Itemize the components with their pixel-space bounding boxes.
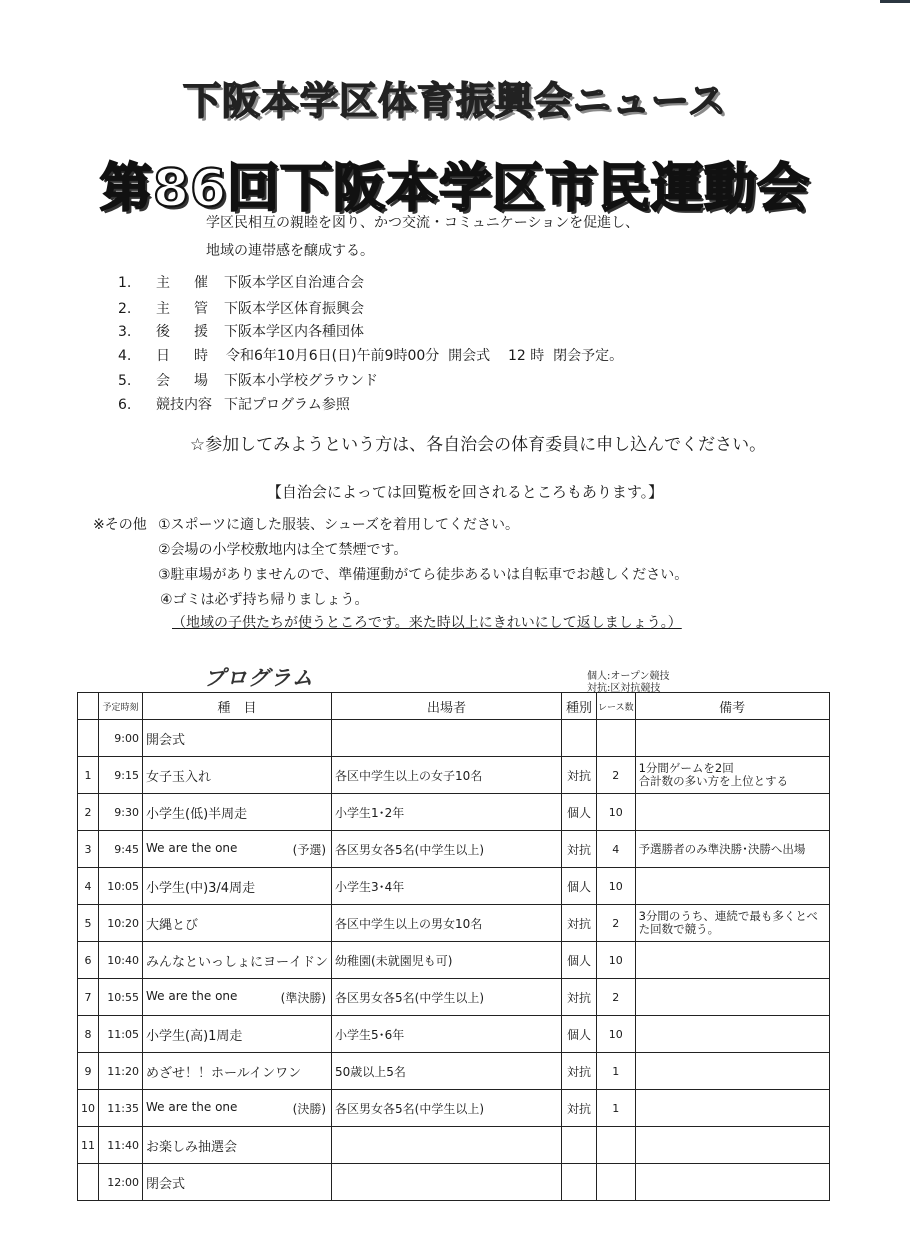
header-no xyxy=(78,693,99,720)
table-row xyxy=(78,979,830,1016)
row-event-name: We are the one xyxy=(146,988,238,1003)
row-participants: 小学生1･2年 xyxy=(332,794,562,831)
info-management xyxy=(118,298,364,318)
row-event-name: 女子玉入れ xyxy=(146,769,212,785)
row-participants: 各区男女各5名(中学生以上) xyxy=(332,831,562,868)
row-no: 2 xyxy=(78,794,99,831)
header-time: 予定時刻 xyxy=(99,693,143,720)
row-event-stage: (予選) xyxy=(292,842,327,857)
table-row xyxy=(78,905,830,942)
row-no xyxy=(78,720,99,757)
row-participants xyxy=(332,1164,562,1201)
info-key: 管 xyxy=(194,301,208,317)
row-event xyxy=(143,905,332,942)
row-participants: 各区男女各5名(中学生以上) xyxy=(332,1090,562,1127)
row-event-stage: (決勝) xyxy=(292,1101,327,1116)
row-time: 10:55 xyxy=(99,979,143,1016)
row-type: 個人 xyxy=(562,942,597,979)
info-key: 主 xyxy=(156,275,170,291)
row-event-name: みんなといっしょにヨーイドン xyxy=(146,954,329,970)
table-row xyxy=(78,1164,830,1201)
row-races: 4 xyxy=(597,831,636,868)
other-item-2: ②会場の小学校敷地内は全て禁煙です。 xyxy=(158,542,408,558)
info-num: 1. xyxy=(118,275,132,291)
row-time: 12:00 xyxy=(99,1164,143,1201)
row-time: 10:20 xyxy=(99,905,143,942)
info-value: 下阪本学区体育振興会 xyxy=(224,301,364,317)
info-key: 主 xyxy=(156,301,170,317)
info-num: 3. xyxy=(118,324,132,340)
row-no: 3 xyxy=(78,831,99,868)
row-notes xyxy=(635,794,829,831)
info-organizer xyxy=(118,272,364,292)
row-event xyxy=(143,868,332,905)
row-races xyxy=(597,1164,636,1201)
program-table xyxy=(77,692,830,1201)
info-venue xyxy=(118,370,378,390)
scan-corner-mark xyxy=(880,0,910,3)
row-no: 9 xyxy=(78,1053,99,1090)
info-key: 日 xyxy=(156,348,170,364)
row-event-name: 小学生(中)3/4周走 xyxy=(146,880,256,896)
row-participants: 各区中学生以上の男女10名 xyxy=(332,905,562,942)
row-event xyxy=(143,942,332,979)
row-type: 対抗 xyxy=(562,1053,597,1090)
row-time: 10:05 xyxy=(99,868,143,905)
row-event-name: お楽しみ抽選会 xyxy=(146,1139,238,1155)
row-type: 対抗 xyxy=(562,1090,597,1127)
row-races xyxy=(597,720,636,757)
purpose-line-2: 地域の連帯感を醸成する。 xyxy=(206,243,374,259)
row-participants xyxy=(332,720,562,757)
program-title: プログラム xyxy=(204,665,314,690)
row-participants xyxy=(332,1127,562,1164)
row-time: 11:05 xyxy=(99,1016,143,1053)
info-value: 下阪本学区内各種団体 xyxy=(224,324,364,340)
row-notes xyxy=(635,905,829,942)
info-num: 4. xyxy=(118,348,132,364)
row-event xyxy=(143,720,332,757)
row-type: 対抗 xyxy=(562,905,597,942)
row-notes xyxy=(635,868,829,905)
row-races: 10 xyxy=(597,868,636,905)
row-event-name: めざせ！！ホールインワン xyxy=(146,1065,302,1081)
row-notes xyxy=(635,1016,829,1053)
row-races: 2 xyxy=(597,905,636,942)
info-num: 2. xyxy=(118,301,132,317)
row-notes xyxy=(635,1127,829,1164)
info-key: 競技内容 xyxy=(156,397,212,413)
row-type: 個人 xyxy=(562,794,597,831)
row-participants: 小学生3･4年 xyxy=(332,868,562,905)
info-key: 時 xyxy=(194,348,208,364)
row-time: 10:40 xyxy=(99,942,143,979)
purpose-line-1: 学区民相互の親睦を図り、かつ交流・コミュニケーションを促進し、 xyxy=(206,215,640,231)
row-notes xyxy=(635,1090,829,1127)
circular-note: 【自治会によっては回覧板を回されるところもあります。】 xyxy=(266,483,664,501)
info-value: 令和6年10月6日(日)午前9時00分 開会式 12 時 閉会予定。 xyxy=(226,348,624,364)
row-participants: 50歳以上5名 xyxy=(332,1053,562,1090)
header-type: 種別 xyxy=(562,693,597,720)
info-value: 下阪本小学校グラウンド xyxy=(224,373,378,389)
info-support xyxy=(118,321,364,341)
row-no: 10 xyxy=(78,1090,99,1127)
row-type: 対抗 xyxy=(562,757,597,794)
row-notes-text: 3分間のうち、連続で最も多くとべた回数で競う。 xyxy=(638,909,818,936)
row-notes xyxy=(635,720,829,757)
news-title: 下阪本学区体育振興会ニュース xyxy=(182,79,728,123)
table-row xyxy=(78,1016,830,1053)
row-event-name: 閉会式 xyxy=(146,1176,186,1192)
row-event-name: We are the one xyxy=(146,840,238,855)
info-events xyxy=(118,394,350,414)
table-row xyxy=(78,942,830,979)
row-no: 8 xyxy=(78,1016,99,1053)
other-item-4: ④ゴミは必ず持ち帰りましょう。 xyxy=(160,592,369,608)
info-datetime xyxy=(118,345,623,365)
table-row xyxy=(78,757,830,794)
row-event-stage: (準決勝) xyxy=(280,990,327,1005)
row-type: 個人 xyxy=(562,868,597,905)
row-no: 5 xyxy=(78,905,99,942)
table-row xyxy=(78,868,830,905)
row-notes xyxy=(635,979,829,1016)
main-title: 第86回下阪本学区市民運動会 xyxy=(99,159,811,219)
table-row xyxy=(78,831,830,868)
row-races: 10 xyxy=(597,942,636,979)
info-key: 会 xyxy=(156,373,170,389)
info-key: 催 xyxy=(194,275,208,291)
row-races: 1 xyxy=(597,1090,636,1127)
row-races: 10 xyxy=(597,794,636,831)
row-notes xyxy=(635,942,829,979)
row-event xyxy=(143,1164,332,1201)
row-participants: 幼稚園(未就園児も可) xyxy=(332,942,562,979)
row-type xyxy=(562,1164,597,1201)
row-time: 11:35 xyxy=(99,1090,143,1127)
other-footnote: （地域の子供たちが使うところです。来た時以上にきれいにして返しましょう。） xyxy=(172,615,682,631)
row-event-name: We are the one xyxy=(146,1099,238,1114)
row-time: 9:30 xyxy=(99,794,143,831)
info-num: 6. xyxy=(118,397,132,413)
row-notes xyxy=(635,1053,829,1090)
call-to-join: ☆参加してみようという方は、各自治会の体育委員に申し込んでください。 xyxy=(189,435,767,455)
header-participants: 出場者 xyxy=(332,693,562,720)
row-type xyxy=(562,1127,597,1164)
row-races: 2 xyxy=(597,979,636,1016)
table-row xyxy=(78,1090,830,1127)
row-no: 7 xyxy=(78,979,99,1016)
row-type: 個人 xyxy=(562,1016,597,1053)
info-num: 5. xyxy=(118,373,132,389)
row-notes xyxy=(635,757,829,794)
other-item-1: ①スポーツに適した服装、シューズを着用してください。 xyxy=(158,517,520,533)
row-participants: 小学生5･6年 xyxy=(332,1016,562,1053)
row-notes xyxy=(635,831,829,868)
row-no xyxy=(78,1164,99,1201)
row-event-name: 小学生(高)1周走 xyxy=(146,1028,243,1044)
row-time: 11:20 xyxy=(99,1053,143,1090)
info-key: 援 xyxy=(194,324,208,340)
header-notes: 備考 xyxy=(635,693,829,720)
row-time: 9:00 xyxy=(99,720,143,757)
row-event xyxy=(143,794,332,831)
row-event xyxy=(143,979,332,1016)
row-event xyxy=(143,1053,332,1090)
table-row xyxy=(78,794,830,831)
row-races: 10 xyxy=(597,1016,636,1053)
row-type: 対抗 xyxy=(562,979,597,1016)
row-no: 6 xyxy=(78,942,99,979)
row-time: 9:45 xyxy=(99,831,143,868)
row-type: 対抗 xyxy=(562,831,597,868)
table-row xyxy=(78,1127,830,1164)
row-participants: 各区中学生以上の女子10名 xyxy=(332,757,562,794)
other-label: ※その他 xyxy=(93,517,147,533)
row-notes xyxy=(635,1164,829,1201)
header-races: レース数 xyxy=(597,693,636,720)
row-event xyxy=(143,1090,332,1127)
row-type xyxy=(562,720,597,757)
info-key: 場 xyxy=(194,373,208,389)
other-item-3: ③駐車場がありませんので、準備運動がてら徒歩あるいは自転車でお越しください。 xyxy=(158,567,689,583)
row-event xyxy=(143,1127,332,1164)
row-event-name: 小学生(低)半周走 xyxy=(146,806,248,822)
table-row xyxy=(78,1053,830,1090)
info-key: 後 xyxy=(156,324,170,340)
row-races xyxy=(597,1127,636,1164)
row-time: 11:40 xyxy=(99,1127,143,1164)
row-races: 2 xyxy=(597,757,636,794)
info-value: 下阪本学区自治連合会 xyxy=(224,275,364,291)
row-event xyxy=(143,1016,332,1053)
info-value: 下記プログラム参照 xyxy=(224,397,350,413)
legend-team: 対抗:区対抗競技 xyxy=(587,683,661,694)
row-event-name: 開会式 xyxy=(146,732,186,748)
row-notes-text: 1分間ゲームを2回 合計数の多い方を上位とする xyxy=(638,761,789,788)
row-event-name: 大縄とび xyxy=(146,917,199,933)
table-row xyxy=(78,720,830,757)
header-event: 種 目 xyxy=(143,693,332,720)
row-races: 1 xyxy=(597,1053,636,1090)
row-no: 11 xyxy=(78,1127,99,1164)
table-header-row xyxy=(78,693,830,720)
row-time: 9:15 xyxy=(99,757,143,794)
row-participants: 各区男女各5名(中学生以上) xyxy=(332,979,562,1016)
legend-individual: 個人:オープン競技 xyxy=(587,671,670,682)
row-no: 1 xyxy=(78,757,99,794)
row-no: 4 xyxy=(78,868,99,905)
row-event xyxy=(143,831,332,868)
row-event xyxy=(143,757,332,794)
row-notes-text: 予選勝者のみ準決勝･決勝へ出場 xyxy=(638,841,806,856)
